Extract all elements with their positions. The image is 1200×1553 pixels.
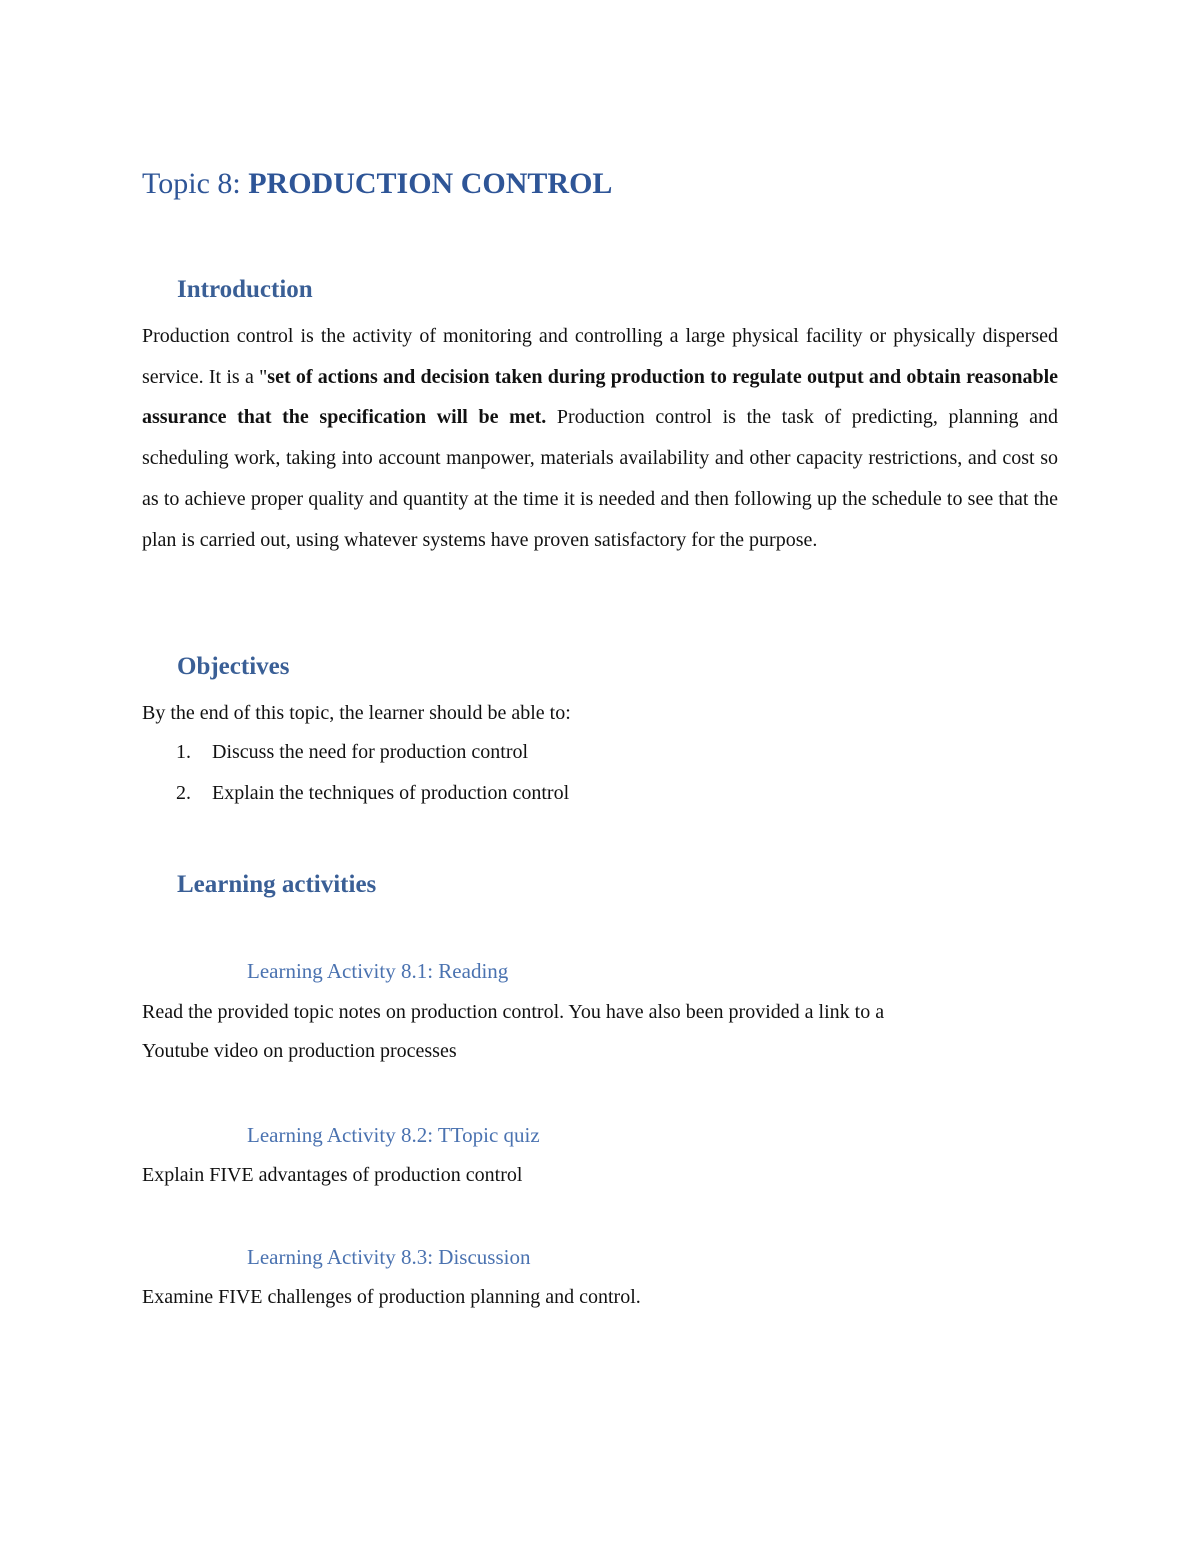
list-number: 2. — [176, 782, 191, 804]
activity-1-line-1: Read the provided topic notes on production control. You have also been provided a link to a — [142, 1001, 885, 1023]
objectives-heading: Objectives — [177, 653, 290, 680]
page-title — [142, 164, 612, 204]
intro-text-bold: set of actions and decision taken during production to regulate output and obtain reasonable assurance that the specification will be met. — [142, 365, 1058, 429]
objective-item-2 — [176, 778, 569, 808]
introduction-heading: Introduction — [177, 276, 313, 303]
list-number: 1. — [176, 741, 191, 763]
intro-text-part1: Production control is the activity of monitoring and controlling a large physical facility or physically dispersed service. It is a " — [142, 325, 1058, 388]
activity-3-line-1: Examine FIVE challenges of production planning and control. — [142, 1286, 641, 1308]
activity-title-3: Learning Activity 8.3: Discussion — [247, 1245, 531, 1269]
activity-2-line-1: Explain FIVE advantages of production control — [142, 1164, 523, 1186]
activity-title-1: Learning Activity 8.1: Reading — [247, 959, 509, 983]
list-text: Discuss the need for production control — [212, 741, 529, 763]
introduction-paragraph — [142, 316, 1058, 560]
activity-1-line-2: Youtube video on production processes — [142, 1040, 457, 1062]
intro-text-part2: Production control is the task of predicting, planning and scheduling work, taking into account manpower, materials availability and other capacity restrictions, and cost so as to achieve proper quality and quantity at the time it is needed and then following up the schedule to see that the plan is carried out, using whatever systems have proven satisfactory for the purpose. — [142, 406, 1058, 551]
objective-item-1 — [176, 737, 528, 767]
objectives-intro: By the end of this topic, the learner should be able to: — [142, 702, 571, 724]
list-text: Explain the techniques of production control — [212, 782, 570, 804]
title-main: PRODUCTION CONTROL — [248, 167, 613, 200]
learning-activities-heading: Learning activities — [177, 871, 377, 898]
activity-title-2: Learning Activity 8.2: TTopic quiz — [247, 1123, 540, 1147]
title-prefix: Topic 8: — [142, 167, 249, 200]
